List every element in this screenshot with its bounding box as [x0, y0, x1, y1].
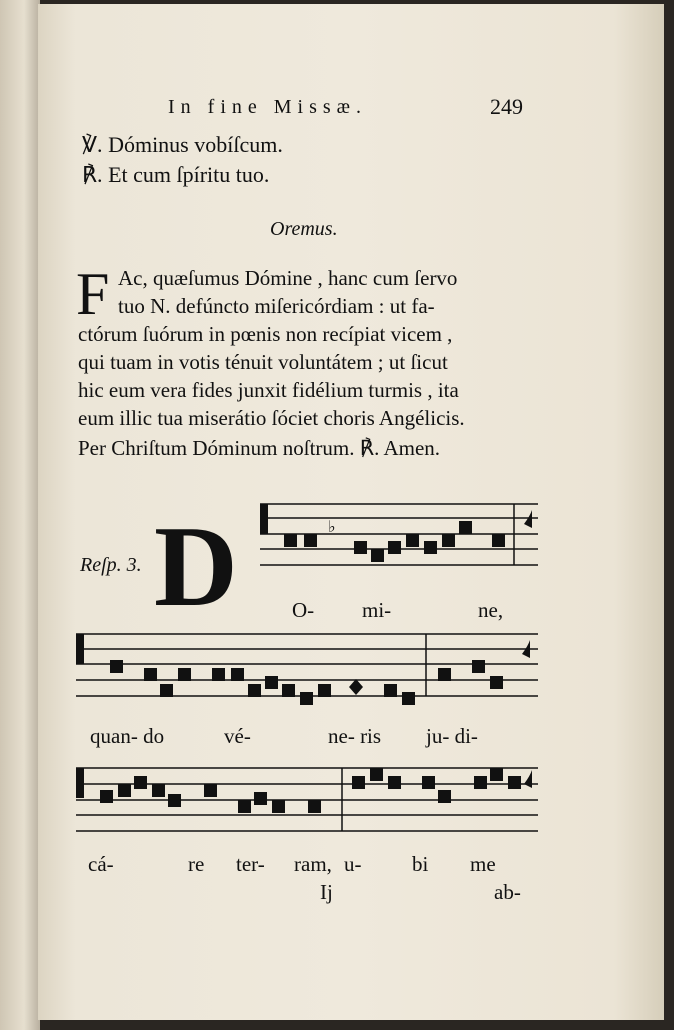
- versicle-mark: ℣.: [82, 132, 103, 157]
- book-page: [38, 4, 664, 1020]
- chant-initial: D: [154, 503, 238, 631]
- prayer-initial: F: [76, 261, 110, 327]
- lyric-syllable: re: [188, 852, 205, 876]
- lyric-syllable: bi: [412, 852, 429, 876]
- adjacent-page-edge: [0, 0, 40, 1030]
- lyric-syllable: ter-: [236, 852, 265, 876]
- responsory-label: Reſp. 3.: [80, 554, 142, 576]
- svg-text:♭: ♭: [328, 517, 336, 536]
- versicle-text: Dóminus vobíſcum.: [108, 132, 283, 157]
- response-mark: ℟.: [82, 162, 103, 187]
- lyric-syllable: quan- do: [90, 724, 165, 748]
- staff-2: [76, 634, 538, 705]
- lyric-syllable: ne- ris: [328, 724, 382, 748]
- prayer-line-1: Ac, quæſumus Dómine , hanc cum ſervo: [118, 266, 458, 290]
- lyric-syllable: mi-: [362, 598, 392, 622]
- catchword: ab-: [494, 880, 521, 904]
- signature-mark: Ij: [320, 880, 333, 904]
- response-text: Et cum ſpíritu tuo.: [108, 162, 270, 187]
- page-number: 249: [490, 94, 523, 119]
- lyric-syllable: ne,: [478, 598, 504, 622]
- prayer-line-6: eum illic tua miserátio ſóciet choris Angélicis.: [78, 406, 465, 430]
- lyric-syllable: cá-: [88, 852, 114, 876]
- lyric-syllable: O-: [292, 598, 315, 622]
- prayer-line-2: tuo N. defúncto miſericórdiam : ut fa-: [118, 294, 435, 318]
- running-title: In fine Missæ.: [168, 96, 367, 118]
- lyric-syllable: ram,: [294, 852, 332, 876]
- prayer-line-7: Per Chriſtum Dóminum noſtrum. ℟. Amen.: [78, 436, 441, 460]
- prayer-line-4: qui tuam in votis ténuit voluntátem ; ut ſicut: [78, 350, 448, 374]
- lyric-syllable: me: [470, 852, 496, 876]
- prayer-line-3: ctórum ſuórum in pœnis non recípiat vicem ,: [78, 322, 453, 346]
- prayer-line-5: hic eum vera fides junxit fidélium turmis , ita: [78, 378, 459, 402]
- oremus-heading: Oremus.: [270, 218, 338, 240]
- lyric-syllable: u-: [344, 852, 362, 876]
- lyric-syllable: vé-: [224, 724, 251, 748]
- lyric-syllable: ju- di-: [426, 724, 478, 748]
- staff-1: [260, 504, 538, 565]
- staff-3: [76, 768, 538, 831]
